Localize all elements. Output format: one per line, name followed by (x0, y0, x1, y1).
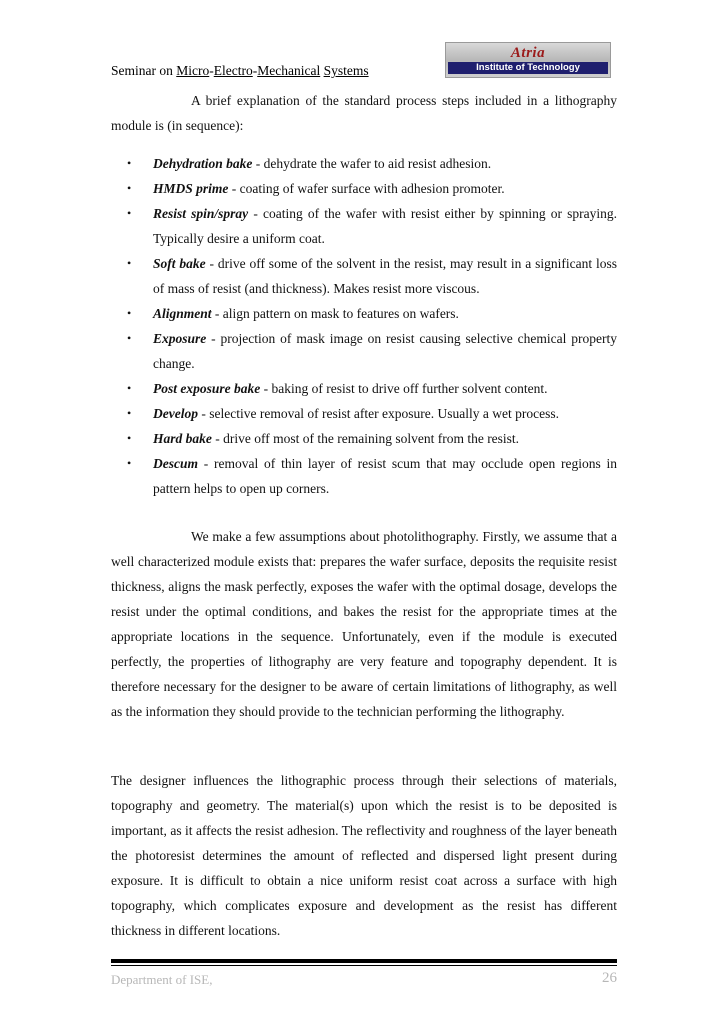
header-word-electro: Electro (213, 63, 253, 78)
page-number: 26 (602, 970, 617, 986)
list-item (111, 176, 617, 201)
step-description: - dehydrate the wafer to aid resist adhesion. (252, 156, 492, 171)
list-item (111, 301, 617, 326)
bullet-icon: • (127, 181, 132, 195)
intro-paragraph: A brief explanation of the standard process steps included in a lithography module is (in sequence): (111, 93, 617, 133)
footer-thin-rule (111, 965, 617, 966)
list-item (111, 401, 617, 426)
bullet-icon: • (127, 406, 132, 420)
step-term: Hard bake (153, 431, 212, 446)
list-item (111, 426, 617, 451)
step-term: Dehydration bake (153, 156, 253, 171)
header-sep-2: - (252, 63, 258, 78)
header-word-systems: Systems (323, 63, 369, 78)
list-item (111, 201, 617, 251)
bullet-icon: • (127, 331, 132, 345)
header-prefix: Seminar on (111, 63, 177, 78)
bullet-icon: • (127, 156, 132, 170)
step-description: - coating of the wafer with resist either by spinning or spraying. Typically desire a uniform coat. (153, 206, 617, 246)
step-description: - selective removal of resist after exposure. Usually a wet process. (197, 406, 559, 421)
step-term: Resist spin/spray (153, 206, 249, 221)
footer-department: Department of ISE, (111, 972, 213, 987)
running-header (111, 63, 369, 79)
header-word-mechanical: Mechanical (257, 63, 321, 78)
bullet-icon: • (127, 256, 132, 270)
list-item (111, 251, 617, 301)
step-description: - align pattern on mask to features on wafers. (211, 306, 459, 321)
step-description: - removal of thin layer of resist scum that may occlude open regions in pattern helps to open up corners. (153, 456, 617, 496)
logo-subtitle: Institute of Technology (448, 62, 608, 74)
step-term: Alignment (153, 306, 212, 321)
process-steps-list (111, 151, 617, 501)
step-term: Descum (153, 456, 198, 471)
step-term: Develop (153, 406, 198, 421)
list-item (111, 326, 617, 376)
footer-thick-rule (111, 959, 617, 963)
assumptions-paragraph (111, 524, 617, 724)
step-description: - projection of mask image on resist causing selective chemical property change. (153, 331, 617, 371)
step-term: Post exposure bake (153, 381, 261, 396)
bullet-icon: • (127, 206, 132, 220)
step-description: - drive off some of the solvent in the resist, may result in a significant loss of mass of resist (and thickness). Makes resist more viscous. (153, 256, 617, 296)
step-description: - coating of wafer surface with adhesion promoter. (228, 181, 505, 196)
list-item (111, 151, 617, 176)
list-item (111, 376, 617, 401)
list-item (111, 451, 617, 501)
institute-logo (445, 42, 611, 78)
logo-title: Atria (510, 45, 546, 61)
step-term: Exposure (153, 331, 207, 346)
bullet-icon: • (127, 431, 132, 445)
bullet-icon: • (127, 381, 132, 395)
step-description: - drive off most of the remaining solvent from the resist. (211, 431, 520, 446)
bullet-icon: • (127, 306, 132, 320)
step-term: HMDS prime (153, 181, 229, 196)
header-word-micro: Micro (176, 63, 210, 78)
bullet-icon: • (127, 456, 132, 470)
paragraph-text: We make a few assumptions about photolithography. Firstly, we assume that a well characterized module exists that: prepares the wafer surface, deposits the requisite resist thickness, aligns the mask perfectly, exposes the wafer with the optimal dosage, develops the resist under the optimal conditions, and bakes the resist for the appropriate times at the appropriate locations in the sequence. Unfortunately, even if the module is executed perfectly, the properties of lithography are very feature and topography dependent. It is therefore necessary for the designer to be aware of certain limitations of lithography, as well as the information they should provide to the technician performing the lithography. (111, 529, 617, 719)
step-description: - baking of resist to drive off further solvent content. (260, 381, 548, 396)
designer-influence-paragraph: The designer influences the lithographic process through their selections of materials, topography and geometry. The material(s) upon which the resist is to be deposited is important, as it affects the resist adhesion. The reflectivity and roughness of the layer beneath the photoresist determines the amount of reflected and dispersed light present during exposure. It is difficult to obtain a nice uniform resist coat across a surface with high topography, which complicates exposure and development as the resist has different thickness in different locations. (111, 773, 617, 938)
step-term: Soft bake (153, 256, 206, 271)
header-sep-1: - (209, 63, 214, 78)
